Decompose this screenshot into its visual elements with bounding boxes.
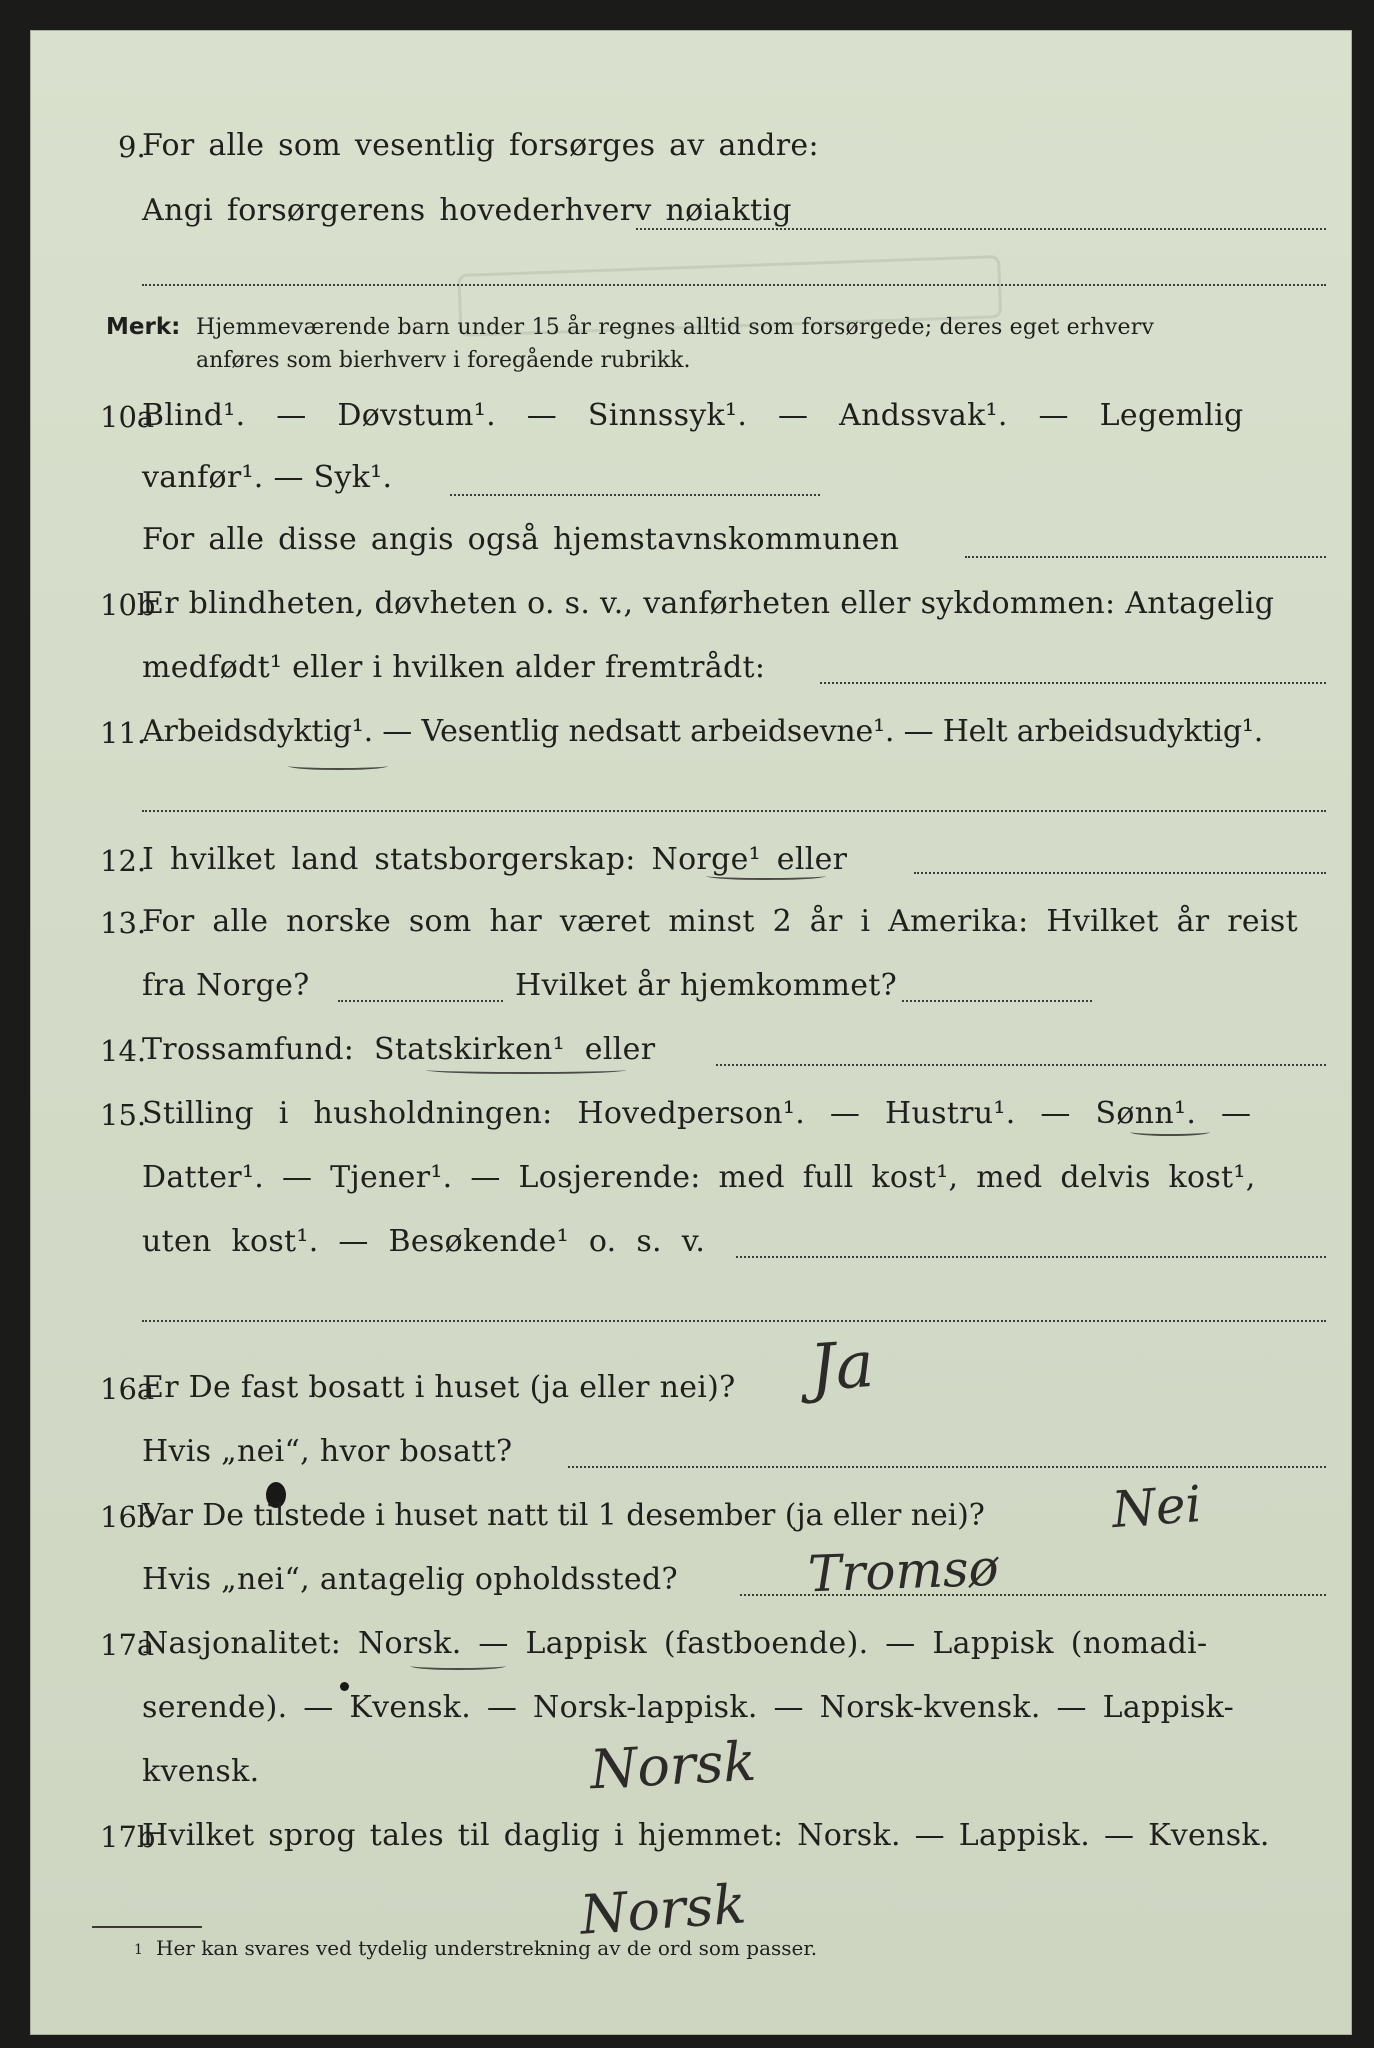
q15-answer-line — [736, 1256, 1326, 1258]
q11-answer-line — [142, 810, 1326, 812]
q15-line3: uten kost¹. — Besøkende¹ o. s. v. — [142, 1224, 706, 1259]
q17a-handwritten-answer: Norsk — [588, 1729, 758, 1802]
question-number-16b: 16b — [100, 1500, 156, 1534]
q12-answer-line — [914, 872, 1326, 874]
q16b-answer-line — [740, 1594, 1326, 1596]
q10b-line1: Er blindheten, døvheten o. s. v., vanførheten eller sykdommen: Antagelig — [142, 586, 1275, 621]
faded-stamp-watermark — [448, 242, 1011, 361]
q16b-line1: Var De tilstede i huset natt til 1 desember (ja eller nei)? — [142, 1498, 985, 1533]
q16a-line2: Hvis „nei“, hvor bosatt? — [142, 1434, 513, 1469]
q13-hjemkommet-line — [902, 1000, 1092, 1002]
q13-reist-line — [338, 1000, 503, 1002]
q10a-line2: vanfør¹. — Syk¹. — [142, 460, 393, 495]
question-number-16a: 16a — [100, 1372, 155, 1406]
question-number-13: 13. — [100, 906, 147, 940]
question-number-14: 14. — [100, 1034, 147, 1068]
question-number-10b: 10b — [100, 588, 156, 622]
q10b-line2: medfødt¹ eller i hvilken alder fremtrådt: — [142, 650, 766, 685]
q14-line1: Trossamfund: Statskirken¹ eller — [142, 1032, 656, 1067]
q15-line1: Stilling i husholdningen: Hovedperson¹. — Hustru¹. — Sønn¹. — — [142, 1096, 1252, 1131]
q10b-answer-line — [820, 682, 1326, 684]
q17b-handwritten-answer: Norsk — [578, 1872, 749, 1947]
question-number-11: 11. — [100, 716, 147, 750]
q17b-line1: Hvilket sprog tales til daglig i hjemmet: Norsk. — Lappisk. — Kvensk. — [142, 1818, 1270, 1853]
q12-line1: I hvilket land statsborgerskap: Norge¹ eller — [142, 842, 848, 877]
question-number-10a: 10a — [100, 400, 155, 434]
q9-answer-line — [636, 228, 1326, 230]
q10a-line3: For alle disse angis også hjemstavnskommunen — [142, 522, 900, 557]
q13-line1: For alle norske som har været minst 2 år i Amerika: Hvilket år reist — [142, 904, 1298, 939]
q16b-handwritten-answer-place: Tromsø — [807, 1538, 1000, 1604]
q13-line2a: fra Norge? — [142, 968, 310, 1003]
merk-line2: anføres som bierhverv i foregående rubrikk. — [196, 348, 691, 373]
q16a-handwritten-answer: Ja — [807, 1327, 877, 1407]
merk-line1: Hjemmeværende barn under 15 år regnes alltid som forsørgede; deres eget erhverv — [196, 315, 1155, 340]
census-form-page — [30, 30, 1352, 2035]
footnote-mark: 1 — [134, 1942, 143, 1958]
footnote-rule — [92, 1926, 202, 1928]
question-number-12: 12. — [100, 844, 147, 878]
question-number-17a: 17a — [100, 1628, 155, 1662]
question-number-9: 9. — [118, 130, 146, 164]
q13-line2b: Hvilket år hjemkommet? — [515, 968, 898, 1003]
q10a-answer-line — [450, 494, 820, 496]
q16b-handwritten-answer-nei: Nei — [1110, 1474, 1204, 1540]
q16a-line1: Er De fast bosatt i huset (ja eller nei)? — [142, 1370, 736, 1405]
q11-underline-arbeidsdyktig — [288, 762, 388, 770]
q17a-line2: serende). — Kvensk. — Norsk-lappisk. — Norsk-kvensk. — Lappisk- — [142, 1690, 1235, 1725]
q15-underline-sonn — [1130, 1128, 1210, 1136]
q16b-line2: Hvis „nei“, antagelig opholdssted? — [142, 1562, 678, 1597]
question-number-17b: 17b — [100, 1820, 156, 1854]
q10a-line1: Blind¹. — Døvstum¹. — Sinnssyk¹. — Andssvak¹. — Legemlig — [142, 398, 1244, 433]
footnote-text: Her kan svares ved tydelig understrekning av de ord som passer. — [156, 1936, 818, 1960]
q9-line1: For alle som vesentlig forsørges av andre: — [142, 128, 819, 163]
q17a-line1: Nasjonalitet: Norsk. — Lappisk (fastboende). — Lappisk (nomadi- — [142, 1626, 1208, 1661]
q11-line1: Arbeidsdyktig¹. — Vesentlig nedsatt arbeidsevne¹. — Helt arbeidsudyktig¹. — [142, 714, 1264, 749]
q9-line2: Angi forsørgerens hovederhverv nøiaktig — [142, 193, 792, 228]
q9-answer-line-2 — [142, 284, 1326, 286]
merk-label: Merk: — [106, 314, 181, 340]
q12-underline-norge — [706, 872, 826, 880]
q15-answer-line-2 — [142, 1320, 1326, 1322]
q14-answer-line — [716, 1064, 1326, 1066]
q17a-line3: kvensk. — [142, 1754, 260, 1789]
q15-line2: Datter¹. — Tjener¹. — Losjerende: med full kost¹, med delvis kost¹, — [142, 1160, 1256, 1195]
question-number-15: 15. — [100, 1098, 147, 1132]
q14-underline-statskirken — [426, 1066, 626, 1074]
q10a-hjemstavn-line — [965, 556, 1326, 558]
q17a-underline-norsk — [410, 1662, 506, 1670]
q16a-answer-line — [568, 1466, 1326, 1468]
